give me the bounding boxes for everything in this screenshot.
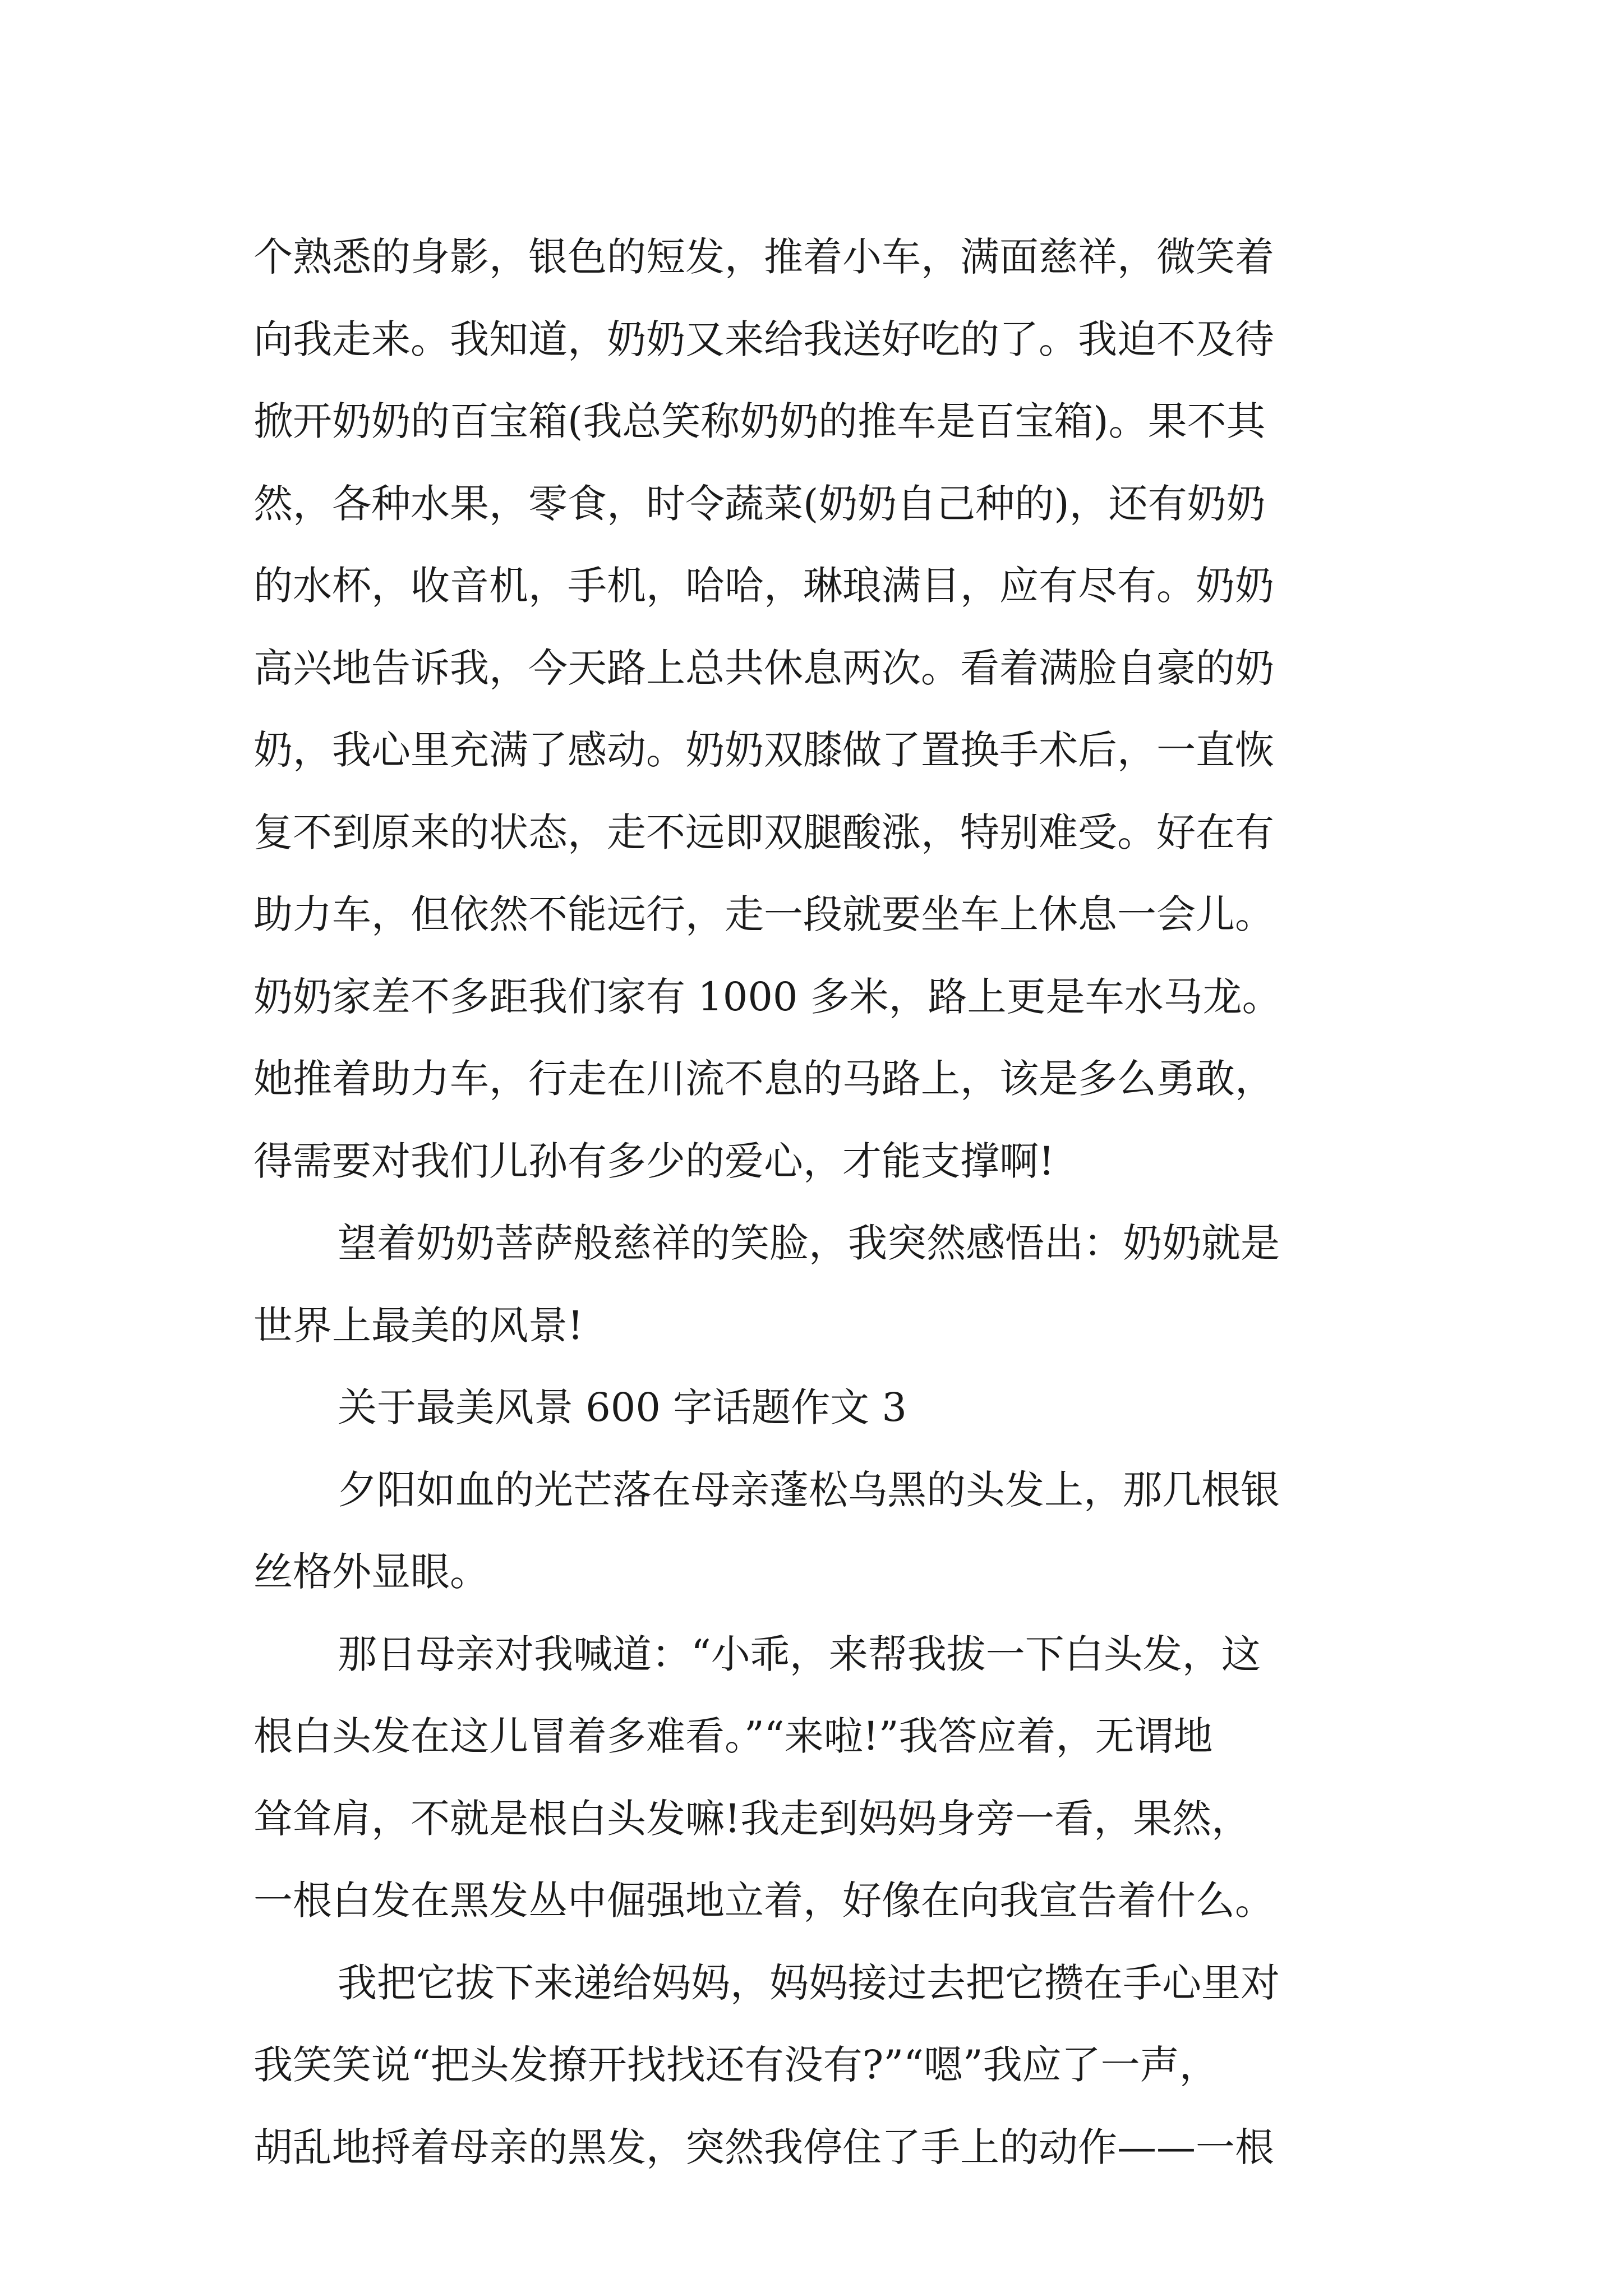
text-line: 高兴地告诉我，今天路上总共休息两次。看着满脸自豪的奶 [253,645,1274,691]
text-line: 丝格外显眼。 [253,1549,489,1595]
body-text [253,216,1381,2188]
text-line: 世界上最美的风景! [253,1302,584,1349]
text-line: 掀开奶奶的百宝箱(我总笑称奶奶的推车是百宝箱)。果不其 [253,398,1266,444]
text-line: 那日母亲对我喊道：“小乖，来帮我拔一下白头发，这 [338,1631,1261,1677]
text-line: 夕阳如血的光芒落在母亲蓬松乌黑的头发上，那几根银 [338,1466,1280,1513]
text-line: 望着奶奶菩萨般慈祥的笑脸，我突然感悟出：奶奶就是 [338,1220,1280,1266]
text-line: 关于最美风景 600 字话题作文 3 [338,1384,907,1430]
text-line: 我把它拔下来递给妈妈，妈妈接过去把它攒在手心里对 [338,1959,1280,2006]
text-line: 根白头发在这儿冒着多难看。”“来啦!”我答应着，无谓地 [253,1713,1213,1759]
text-line: 向我走来。我知道，奶奶又来给我送好吃的了。我迫不及待 [253,316,1274,362]
text-line: 胡乱地捋着母亲的黑发，突然我停住了手上的动作——一根 [253,2124,1274,2170]
text-line: 个熟悉的身影，银色的短发，推着小车，满面慈祥，微笑着 [253,234,1274,280]
text-line: 奶奶家差不多距我们家有 1000 多米，路上更是车水马龙。 [253,973,1281,1020]
text-line: 复不到原来的状态，走不远即双腿酸涨，特别难受。好在有 [253,809,1274,855]
text-line: 她推着助力车，行走在川流不息的马路上，该是多么勇敢， [253,1056,1274,1102]
text-line: 一根白发在黑发丛中倔强地立着，好像在向我宣告着什么。 [253,1878,1274,1924]
text-line: 得需要对我们儿孙有多少的爱心，才能支撑啊! [253,1138,1055,1184]
text-line: 然，各种水果，零食，时令蔬菜(奶奶自己种的)，还有奶奶 [253,480,1266,527]
text-line: 我笑笑说“把头发撩开找找还有没有?”“嗯”我应了一声， [253,2042,1219,2088]
text-line: 耸耸肩，不就是根白头发嘛!我走到妈妈身旁一看，果然， [253,1795,1251,1842]
text-line: 奶，我心里充满了感动。奶奶双膝做了置换手术后，一直恢 [253,727,1274,773]
text-line: 的水杯，收音机，手机，哈哈，琳琅满目，应有尽有。奶奶 [253,563,1274,609]
text-line: 助力车，但依然不能远行，走一段就要坐车上休息一会儿。 [253,891,1274,937]
